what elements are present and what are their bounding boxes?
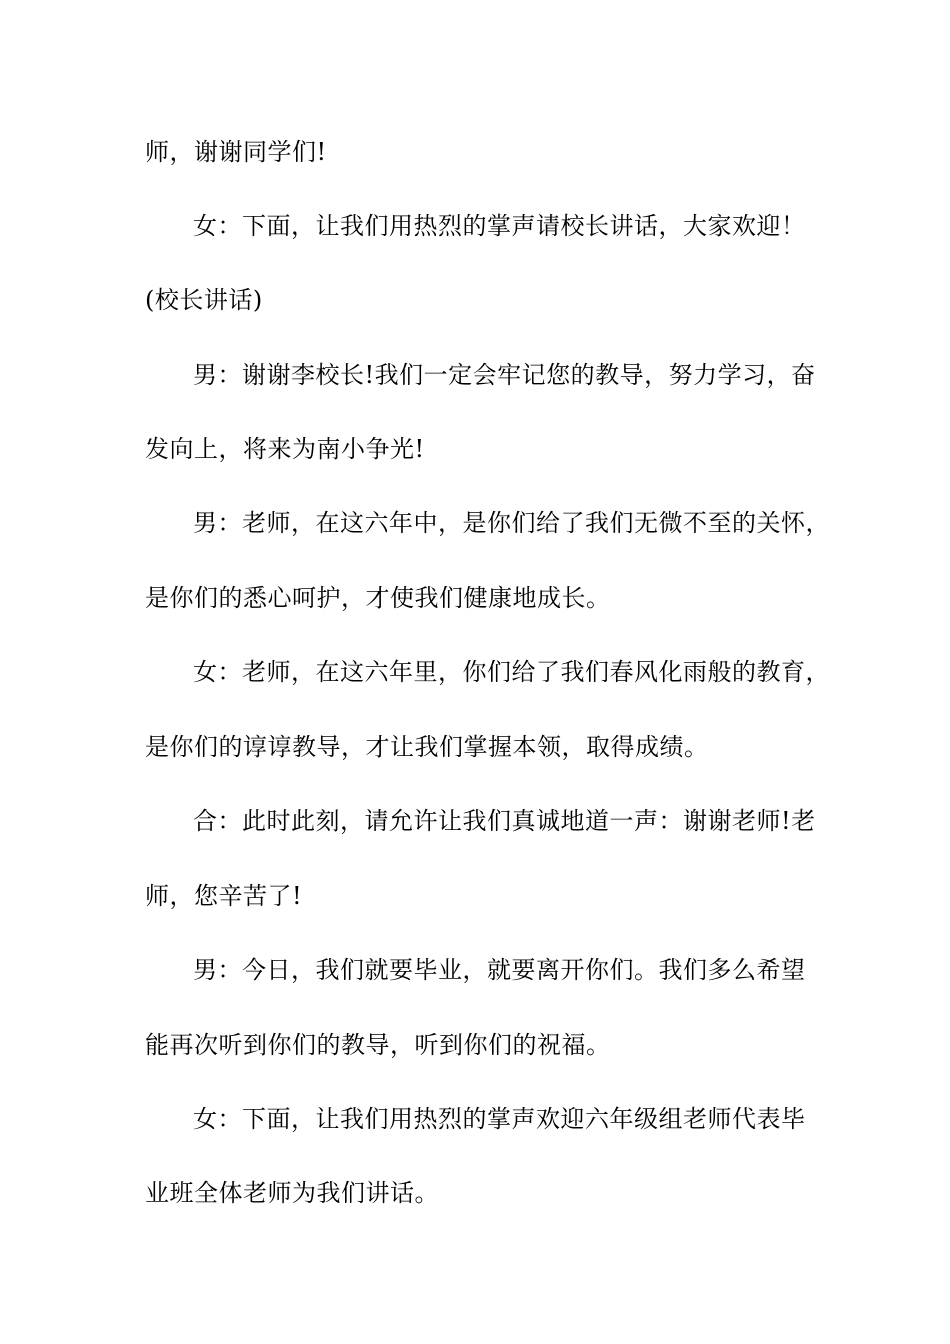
text-line: 业班全体老师为我们讲话。	[145, 1179, 439, 1207]
text-line: (校长讲话)	[145, 286, 263, 314]
text-line: 女：下面，让我们用热烈的掌声欢迎六年级组老师代表毕	[193, 1105, 806, 1133]
text-line: 女：老师，在这六年里，你们给了我们春风化雨般的教育，	[193, 658, 830, 686]
text-line: 女：下面，让我们用热烈的掌声请校长讲话，大家欢迎！	[193, 212, 806, 240]
text-line: 师，您辛苦了!	[145, 882, 303, 910]
text-line: 发向上，将来为南小争光!	[145, 435, 425, 463]
text-line: 师，谢谢同学们!	[145, 138, 327, 166]
text-line: 是你们的谆谆教导，才让我们掌握本领，取得成绩。	[145, 733, 709, 761]
text-line: 男：谢谢李校长!我们一定会牢记您的教导，努力学习，奋	[193, 361, 816, 389]
text-line: 男：今日，我们就要毕业，就要离开你们。我们多么希望	[193, 956, 806, 984]
text-line: 男：老师，在这六年中，是你们给了我们无微不至的关怀，	[193, 509, 830, 537]
text-line: 能再次听到你们的教导，听到你们的祝福。	[145, 1031, 611, 1059]
text-line: 合：此时此刻，请允许让我们真诚地道一声：谢谢老师!老	[193, 807, 816, 835]
text-line: 是你们的悉心呵护，才使我们健康地成长。	[145, 584, 611, 612]
